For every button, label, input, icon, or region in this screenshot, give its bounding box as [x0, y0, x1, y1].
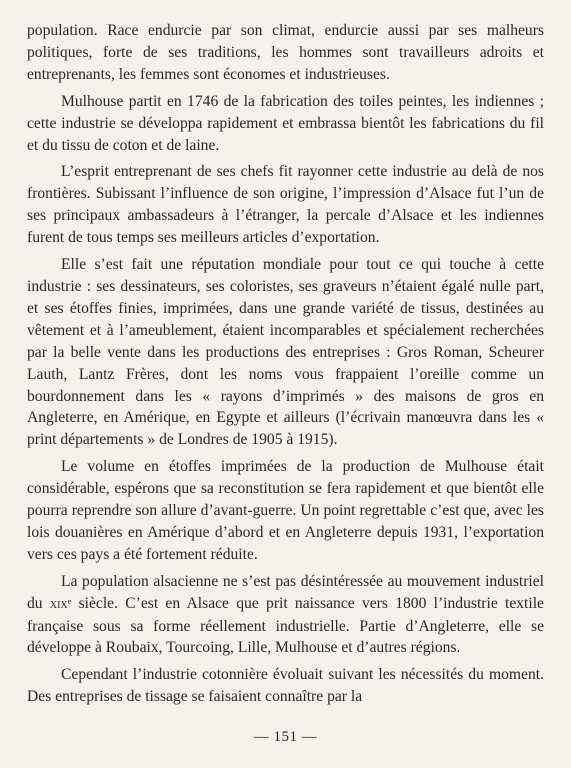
page-number: — 151 — [253, 729, 318, 745]
paragraph-reputation-mondiale: Elle s’est fait une réputation mondiale pour tout ce qui touche à cette industrie : ses dessinateurs, ses coloristes, ses graveurs n’étaient égalé nulle part, et ses étoffes finies, imprimées, dans une grande variété de tissus, destinées au vêtement et à l’ameublement, étaient incomparables et spécialement recherchées par la belle vente dans les productions des entreprises : Gros Roman, Scheurer Lauth, Lantz Frères, dont les noms vous frappaient l’oreille comme un bourdonnement dans les « rayons d’imprimés » des maisons de gros en Angleterre, en Amérique, en Egypte et ailleurs (l’écrivain manœuvra dans les « print départements » de Londres de 1905 à 1915). [27, 256, 544, 449]
paragraph-esprit-entreprenant: L’esprit entreprenant de ses chefs fit rayonner cette industrie au delà de nos frontières. Subissant l’influence de son origine, l’impression d’Alsace fut l’un de ses principaux ambassadeurs à l’étranger, la percale d’Alsace et les indiennes furent de tous temps ses meilleurs articles d’exportation. [27, 163, 544, 247]
paragraph-century-after: siècle. C’est en Alsace que prit naissance vers 1800 l’industrie textile française sous sa forme réellement industrielle. Partie d’Angleterre, elle se développe à Roubaix, Tourcoing, Lille, Mulhouse et d’autres régions. [27, 594, 544, 657]
paragraph-volume-etoffes: Le volume en étoffes imprimées de la production de Mulhouse était considérable, espérons que sa reconstitution se fera rapidement et que bientôt elle pourra reprendre son allure d’avant-guerre. Un point regrettable c’est que, avec les lois douanières en Amérique d’abord et en Angleterre depuis 1931, l’exportation vers ces pays a été fortement réduite. [27, 458, 544, 563]
paragraph-industrie-cotonniere: Cependant l’industrie cotonnière évoluait suivant les nécessités du moment. Des entreprises de tissage se faisaient connaître par la [27, 666, 544, 706]
paragraph-century-before: La population alsacienne ne s’est pas désintéressée au mouvement industriel du [27, 572, 544, 612]
paragraph-population-alsacienne [27, 571, 544, 660]
century-numeral: xixᵉ [49, 595, 72, 612]
paragraph-population: population. Race endurcie par son climat, endurcie aussi par ses malheurs politiques, forte de ses traditions, les hommes sont travailleurs adroits et entreprenants, les femmes sont économes et industrieuses. [27, 22, 544, 83]
paragraph-mulhouse-1746: Mulhouse partit en 1746 de la fabrication des toiles peintes, les indiennes ; cette industrie se développa rapidement et embrassa bientôt les fabrications du fil et du tissu de coton et de laine. [27, 92, 544, 154]
page-body [27, 20, 544, 713]
